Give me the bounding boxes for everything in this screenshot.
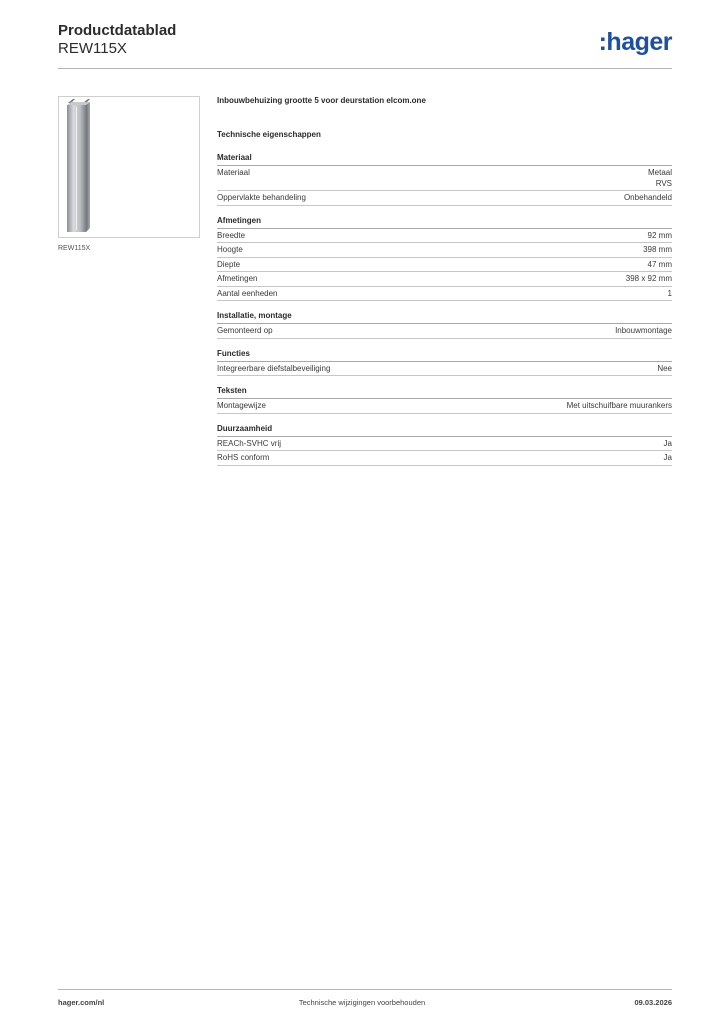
spec-value-line: 398 mm (643, 245, 672, 254)
spec-groups (217, 152, 672, 466)
spec-row (217, 451, 672, 466)
footer-website: hager.com/nl (58, 998, 105, 1007)
spec-value-line: Ja (663, 438, 672, 448)
spec-value (624, 193, 672, 204)
spec-row (217, 258, 672, 273)
spec-row (217, 272, 672, 287)
product-code: REW115X (58, 40, 127, 57)
spec-value-line: Inbouwmontage (615, 326, 672, 335)
spec-value (648, 231, 672, 242)
spec-label: Diepte (217, 259, 241, 269)
footer-date: 09.03.2026 (634, 998, 672, 1007)
spec-group (217, 423, 672, 466)
product-image (59, 97, 199, 237)
spec-group-title: Installatie, montage (217, 310, 672, 324)
spec-value (567, 401, 672, 412)
spec-value (668, 289, 672, 300)
spec-row (217, 362, 672, 377)
spec-value (643, 245, 672, 256)
spec-row (217, 166, 672, 191)
spec-label: Integreerbare diefstalbeveiliging (217, 363, 331, 373)
spec-label: Gemonteerd op (217, 326, 273, 335)
spec-value (648, 260, 672, 271)
footer-divider (58, 989, 672, 990)
spec-value-line: Nee (657, 363, 672, 373)
technical-properties-title: Technische eigenschappen (217, 130, 321, 139)
spec-value (664, 439, 672, 450)
spec-label: RoHS conform (217, 453, 270, 462)
spec-value-line: 92 mm (647, 230, 672, 240)
spec-label: Oppervlakte behandeling (217, 193, 306, 202)
spec-row (217, 437, 672, 452)
spec-label: REACh-SVHC vrij (217, 438, 282, 448)
product-image-frame (58, 96, 200, 238)
spec-row (217, 229, 672, 244)
spec-row (217, 287, 672, 302)
spec-value-line: 1 (667, 288, 672, 298)
spec-value-line: 47 mm (647, 259, 672, 269)
product-description: Inbouwbehuizing grootte 5 voor deurstation elcom.one (217, 96, 426, 105)
spec-group (217, 215, 672, 302)
spec-value-line: Met uitschuifbare muurankers (566, 401, 672, 410)
spec-group-title: Duurzaamheid (217, 423, 672, 437)
spec-value-line: Metaal (647, 168, 672, 177)
spec-label: Aantal eenheden (217, 288, 278, 298)
spec-group-title: Materiaal (217, 152, 672, 166)
spec-content (217, 96, 672, 475)
spec-value-line: 398 x 92 mm (625, 274, 672, 283)
spec-label: Afmetingen (217, 274, 258, 283)
spec-value (626, 274, 672, 285)
spec-group-title: Afmetingen (217, 215, 672, 229)
spec-value (664, 453, 672, 464)
spec-label: Montagewijze (217, 401, 266, 410)
footer-notice: Technische wijzigingen voorbehouden (298, 998, 426, 1007)
header-divider (58, 68, 672, 69)
hager-logo: :hager (598, 28, 672, 56)
spec-row (217, 399, 672, 414)
spec-value (648, 168, 672, 189)
spec-label: Breedte (217, 230, 246, 240)
spec-row (217, 324, 672, 339)
spec-value-line: Onbehandeld (623, 193, 672, 202)
page-title: Productdatablad (58, 22, 177, 39)
spec-label: Hoogte (217, 245, 243, 254)
spec-row (217, 243, 672, 258)
spec-value (615, 326, 672, 337)
spec-group (217, 152, 672, 206)
spec-group-title: Functies (217, 348, 672, 362)
spec-group-title: Teksten (217, 385, 672, 399)
spec-row (217, 191, 672, 206)
spec-value (657, 364, 672, 375)
spec-value-line: RVS (655, 178, 672, 188)
spec-value-line: Ja (663, 453, 672, 462)
spec-group (217, 348, 672, 377)
spec-label: Materiaal (217, 168, 250, 177)
image-caption: REW115X (58, 245, 91, 252)
spec-group (217, 310, 672, 339)
spec-group (217, 385, 672, 414)
